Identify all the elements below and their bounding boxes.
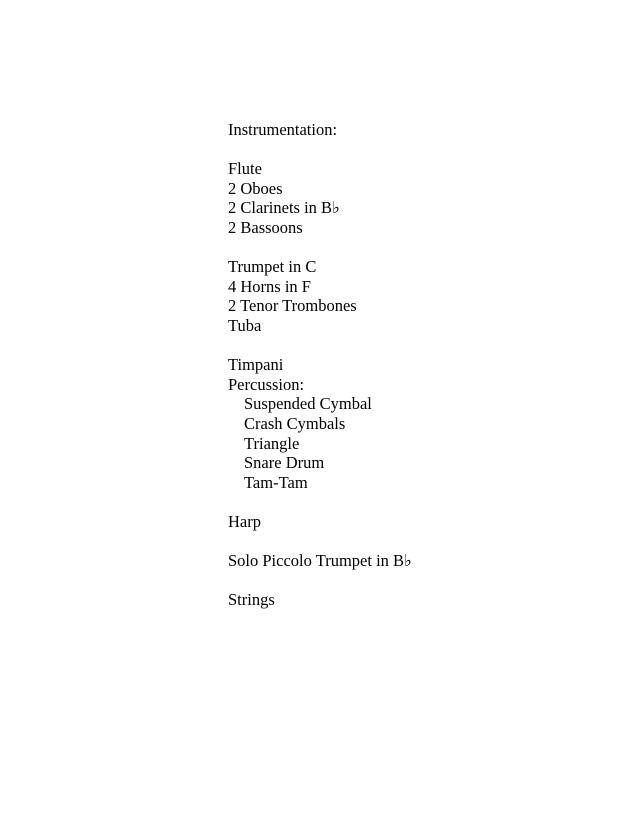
instrumentation-heading: Instrumentation: [228,120,338,139]
instrument-horns: 4 Horns in F [228,276,311,296]
instrument-soloist: Solo Piccolo Trumpet in B♭ [228,551,412,571]
spacer [228,238,412,258]
instrument-timpani: Timpani [228,355,284,375]
instrument-clarinets: 2 Clarinets in B♭ [228,198,340,218]
percussion-suspended-cymbal: Suspended Cymbal [244,394,372,414]
instrument-bassoons: 2 Bassoons [228,217,303,237]
instrument-trombones: 2 Tenor Trombones [228,296,357,316]
percussion-crash-cymbals: Crash Cymbals [244,413,346,433]
instrument-oboes: 2 Oboes [228,178,283,198]
instrument-trumpet: Trumpet in C [228,257,317,277]
spacer [228,571,412,591]
instrument-harp: Harp [228,511,261,531]
percussion-snare-drum: Snare Drum [244,453,325,473]
percussion-label: Percussion: [228,374,305,394]
spacer [228,492,412,512]
spacer [228,336,412,356]
instrumentation-list [228,120,412,610]
spacer [228,140,412,160]
percussion-tam-tam: Tam-Tam [244,472,308,492]
percussion-triangle: Triangle [244,433,300,453]
instrument-strings: Strings [228,590,275,610]
instrument-flute: Flute [228,159,262,179]
spacer [228,531,412,551]
instrument-tuba: Tuba [228,315,262,335]
